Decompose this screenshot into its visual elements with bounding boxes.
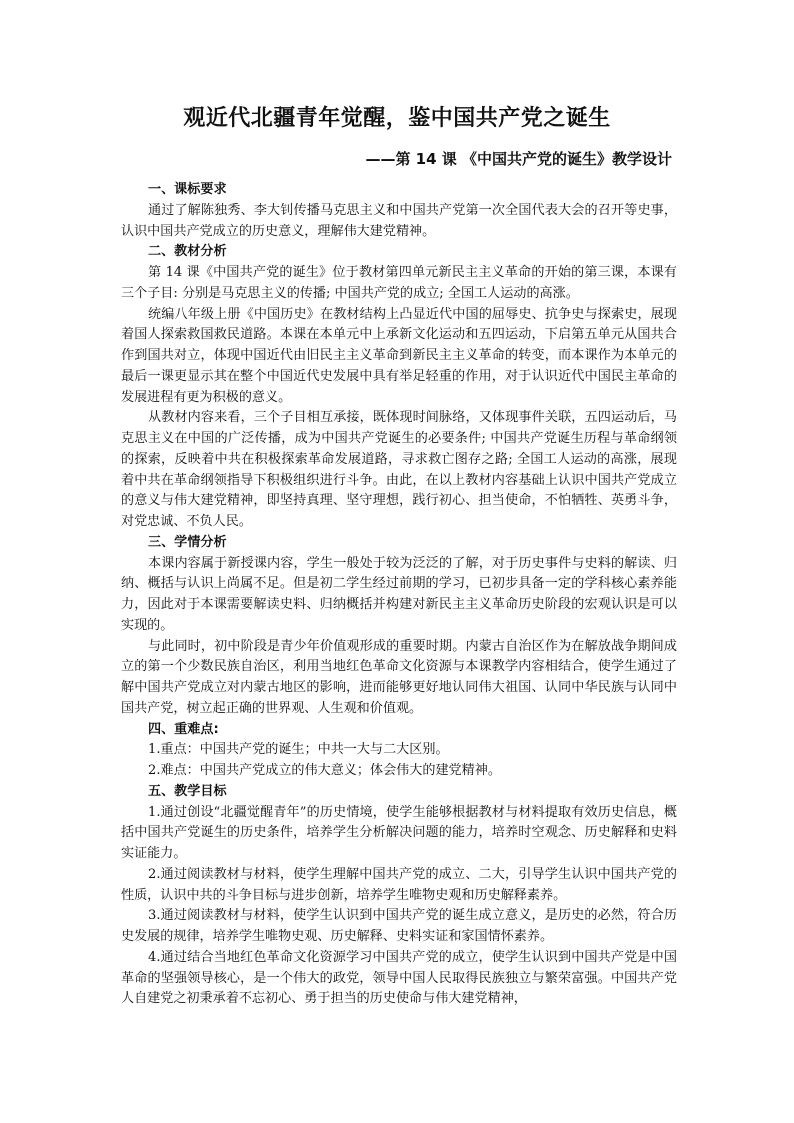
paragraph: 与此同时，初中阶段是青少年价值观形成的重要时期。内蒙古自治区作为在解放战争期间成立的第一个少数民族自治区，利用当地红色革命文化资源与本课教学内容相结合，使学生通过了解中国共产党成立对内蒙古地区的影响，进而能够更好地认同伟大祖国、认同中华民族与认同中国共产党，树立起正确的世界观、人生观和价值观。	[121, 638, 677, 716]
page-subtitle: ——第 14 课 《中国共产党的诞生》教学设计	[365, 150, 672, 168]
section-heading: 二、教材分析	[148, 244, 227, 260]
section-heading: 三、学情分析	[148, 534, 227, 550]
paragraph: 2.难点：中国共产党成立的伟大意义；体会伟大的建党精神。	[148, 763, 501, 778]
page-title: 观近代北疆青年觉醒，鉴中国共产党之诞生	[183, 106, 611, 131]
paragraph: 1.通过创设“北疆觉醒青年”的历史情境，使学生能够根据教材与材料提取有效历史信息，概括中国共产党诞生的历史条件，培养学生分析解决问题的能力，培养时空观念、历史解释和史料实证能力。	[121, 804, 677, 861]
paragraph: 通过了解陈独秀、李大钊传播马克思主义和中国共产党第一次全国代表大会的召开等史事，认识中国共产党成立的历史意义，理解伟大建党精神。	[121, 202, 677, 239]
document-body	[121, 180, 677, 1010]
section-heading: 四、重难点:	[148, 721, 219, 737]
paragraph: 3.通过阅读教材与材料，使学生认识到中国共产党的诞生成立意义，是历史的必然，符合历史发展的规律，培养学生唯物史观、历史解释、史料实证和家国情怀素养。	[121, 908, 677, 944]
section-heading: 一、课标要求	[148, 182, 227, 197]
paragraph: 第 14 课《中国共产党的诞生》位于教材第四单元新民主主义革命的开始的第三课，本课有三个子目: 分别是马克思主义的传播; 中国共产党的成立; 全国工人运动的高涨。	[121, 265, 677, 301]
paragraph: 4.通过结合当地红色革命文化资源学习中国共产党的成立，使学生认识到中国共产党是中国革命的坚强领导核心，是一个伟大的政党，领导中国人民取得民族独立与繁荣富强。中国共产党人自建党之初秉承着不忘初心、勇于担当的历史使命与伟大建党精神，	[121, 949, 677, 1007]
paragraph: 从教材内容来看，三个子目相互承接，既体现时间脉络，又体现事件关联，五四运动后，马克思主义在中国的广泛传播，成为中国共产党诞生的必要条件; 中国共产党诞生历程与革命纲领的探索，反映着中共在积极探索革命发展道路，寻求救亡图存之路; 全国工人运动的高涨，展现着中共在革命纲领指导下积极组织进行斗争。由此，在以上教材内容基础上认识中国共产党成立的意义与伟大建党精神，即坚持真理、坚守理想，践行初心、担当使命，不怕牺牲、英勇斗争，对党忠诚、不负人民。	[121, 410, 677, 529]
paragraph: 2.通过阅读教材与材料，使学生理解中国共产党的成立、二大，引导学生认识中国共产党的性质，认识中共的斗争目标与进步创新，培养学生唯物史观和历史解释素养。	[121, 866, 677, 903]
paragraph: 1.重点：中国共产党的诞生；中共一大与二大区别。	[148, 742, 449, 758]
paragraph: 本课内容属于新授课内容，学生一般处于较为泛泛的了解，对于历史事件与史料的解读、归纳、概括与认识上尚属不足。但是初二学生经过前期的学习，已初步具备一定的学科核心素养能力，因此对于本课需要解读史料、归纳概括并构建对新民主主义革命历史阶段的宏观认识是可以实现的。	[121, 555, 677, 633]
section-heading: 五、教学目标	[148, 783, 227, 799]
paragraph: 统编八年级上册《中国历史》在教材结构上凸显近代中国的屈辱史、抗争史与探索史，展现着国人探索救国救民道路。本课在本单元中上承新文化运动和五四运动，下启第五单元从国共合作到国共对立，体现中国近代由旧民主主义革命到新民主主义革命的转变，而本课作为本单元的最后一课更显示其在整个中国近代史发展中具有举足轻重的作用，对于认识近代中国民主革命的发展进程有更为积极的意义。	[121, 306, 677, 405]
